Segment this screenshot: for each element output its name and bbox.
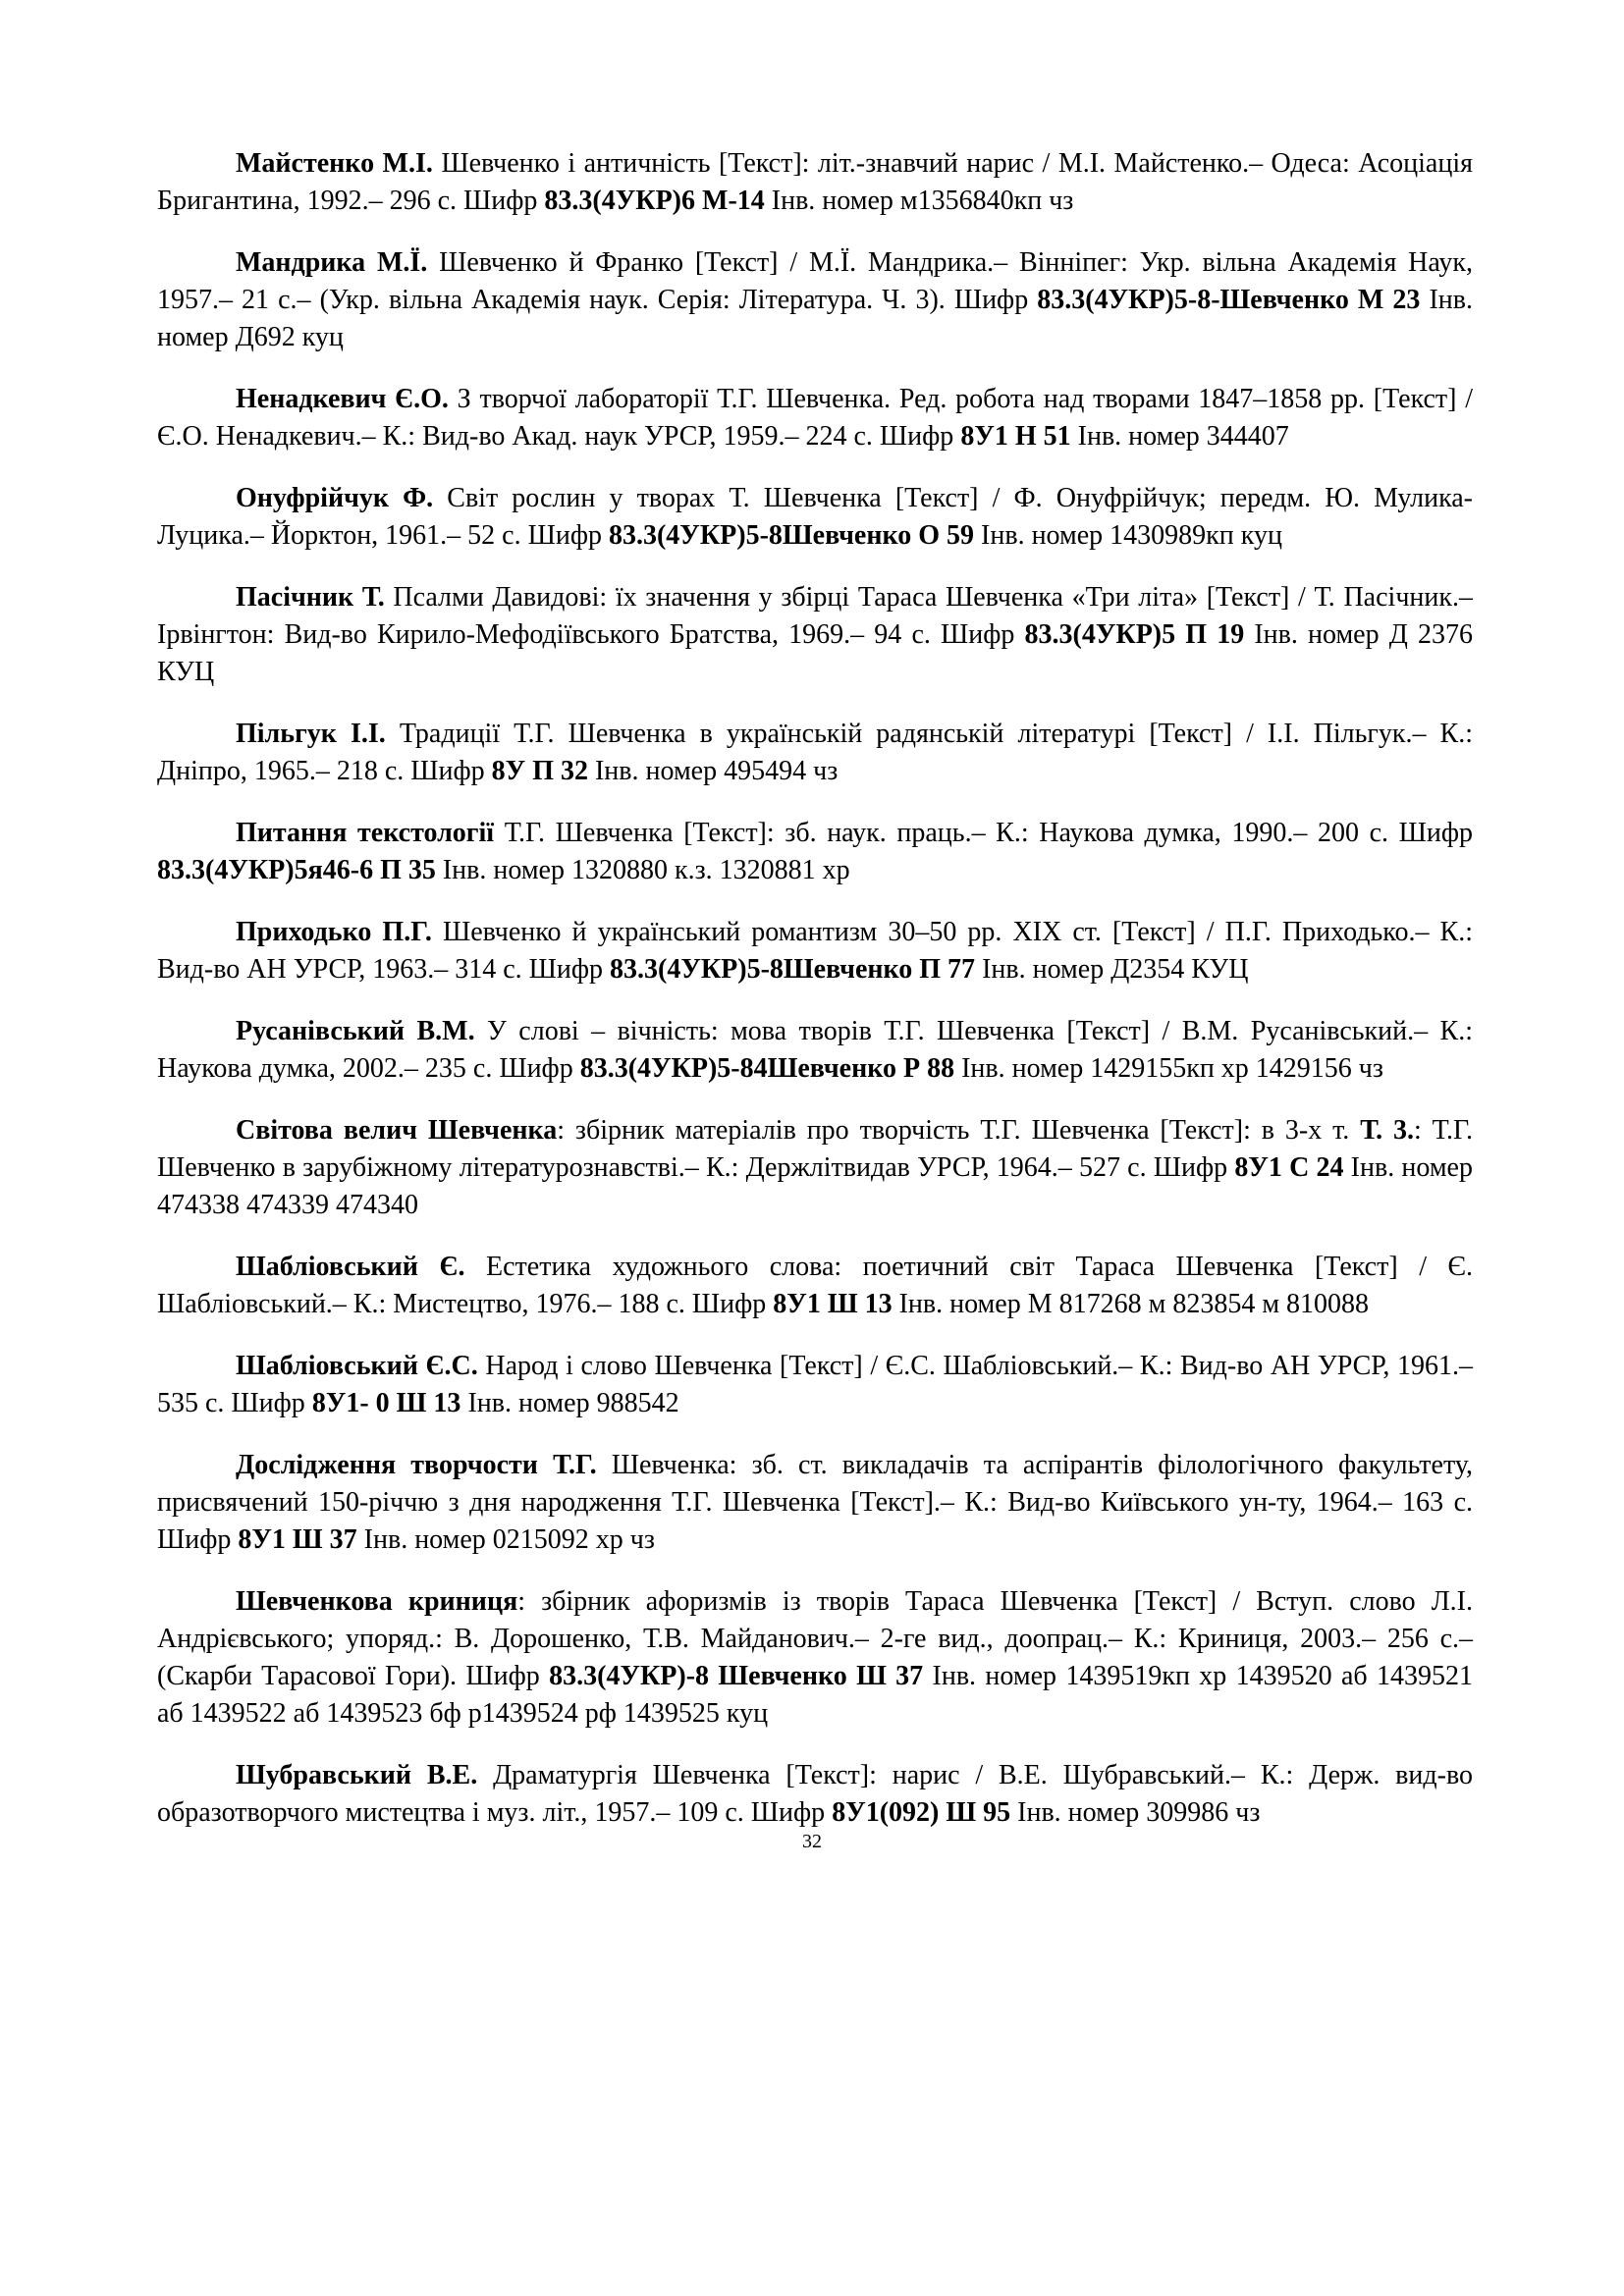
entry-cipher: 83.3(4УКР)5 П 19 [1024,619,1245,650]
entry-text: Шевченка: зб. ст. викладачів та аспірантів філологічного факультету, присвячений 150-річчю з дня народження Т.Г. Шевченка [Текст].– К.: Вид-во Київського ун-ту, 1964.– 163 с. Шифр [157,1450,1474,1555]
entry-cipher: 8У1 Ш 37 [238,1524,357,1555]
entry-author: Шабліовський Є. [236,1252,465,1282]
bibliography-entry [157,716,1473,790]
entry-inventory: Інв. номер М 817268 м 823854 м 810088 [892,1289,1370,1319]
entry-cipher: 83.3(4УКР)6 М-14 [544,186,765,216]
entry-author: Світова велич Шевченка [236,1115,558,1146]
bibliography-entry [157,1112,1473,1224]
entry-author: Питання текстології [236,818,495,848]
entry-inventory: Інв. номер 495494 чз [587,756,839,786]
entry-author: Майстенко М.І. [236,148,433,179]
entry-inventory: Інв. номер 1439519кп хр 1439520 аб 1439521 аб 1439522 аб 1439523 бф р1439524 рф 1439525 куц [157,1661,1473,1729]
entry-cipher: 83.3(4УКР)5-8-Шевченко М 23 [1037,285,1421,315]
entry-inventory: Інв. номер 1320880 к.з. 1320881 хр [435,855,850,885]
entry-inventory: Інв. номер 344407 [1070,421,1289,452]
entry-cipher: 83.3(4УКР)5-84Шевченко Р 88 [579,1053,955,1084]
entry-inventory: Інв. номер м1356840кп чз [764,186,1074,216]
entry-text: : збірник афоризмів із творів Тараса Шевченка [Текст] / Вступ. слово Л.І. Андрієвського; упоряд.: В. Дорошенко, Т.В. Майданович.– 2-ге вид., доопрац.– К.: Криниця, 2003.– 256 с.– (Скарби Тарасової Гори). Шифр [157,1586,1474,1691]
bibliography-entry [157,1348,1473,1422]
entry-inventory: Інв. номер 0215092 хр чз [356,1524,655,1555]
bibliography-entry [157,1583,1473,1733]
entry-text: Шевченко й український романтизм 30–50 рр. XIX ст. [Текст] / П.Г. Приходько.– К.: Вид-во АН УРСР, 1963.– 314 с. Шифр [157,917,1474,985]
entry-inventory: Інв. номер 988542 [460,1388,679,1418]
entry-inventory: Інв. номер Д 2376 КУЦ [157,619,1473,687]
entry-inventory: Інв. номер 474338 474339 474340 [157,1152,1473,1220]
entry-text: З творчої лабораторії Т.Г. Шевченка. Ред. робота над творами 1847–1858 рр. [Текст] / Є.О. Ненадкевич.– К.: Вид-во Акад. наук УРСР, 1959.– 224 с. Шифр [157,384,1474,452]
entry-author: Дослідження творчости Т.Г. [236,1450,597,1480]
bibliography-entry [157,914,1473,988]
entry-volume: Т. 3. [1360,1115,1414,1146]
entry-text: Драматургія Шевченка [Текст]: нарис / В.Е. Шубравський.– К.: Держ. вид-во образотворчого мистецтва і муз. літ., 1957.– 109 с. Шифр [157,1760,1473,1828]
bibliography-entry [157,1447,1473,1559]
entry-cipher: 8У1- 0 Ш 13 [311,1388,461,1418]
entry-text: : збірник матеріалів про творчість Т.Г. Шевченка [Текст]: в 3-х т. [557,1115,1361,1146]
entry-text: Шевченко і античність [Текст]: літ.-знавчий нарис / М.І. Майстенко.– Одеса: Асоціація Бригантина, 1992.– 296 с. Шифр [157,148,1474,216]
entry-author: Русанівський В.М. [236,1016,475,1046]
entry-text: Естетика художнього слова: поетичний світ Тараса Шевченка [Текст] / Є. Шабліовський.– К.: Мистецтво, 1976.– 188 с. Шифр [157,1252,1473,1319]
entry-inventory: Інв. номер Д692 куц [157,285,1474,352]
entry-cipher: 8У1 Ш 13 [773,1289,893,1319]
entry-author: Шабліовський Є.С. [236,1351,478,1381]
entry-cipher: 8У1 Н 51 [960,421,1071,452]
entry-inventory: Інв. номер Д2354 КУЦ [975,954,1249,985]
entry-cipher: 83.3(4УКР)5-8Шевченко П 77 [610,954,976,985]
entry-text: Народ і слово Шевченка [Текст] / Є.С. Шабліовський.– К.: Вид-во АН УРСР, 1961.– 535 с. Шифр [157,1351,1473,1418]
entry-text: : Т.Г. Шевченко в зарубіжному літературознавстві.– К.: Держлітвидав УРСР, 1964.– 527 с. Шифр [157,1115,1473,1183]
entry-text: У слові – вічність: мова творів Т.Г. Шевченка [Текст] / В.М. Русанівський.– К.: Наукова думка, 2002.– 235 с. Шифр [157,1016,1474,1084]
bibliography-entry [157,815,1473,889]
entry-text: Світ рослин у творах Т. Шевченка [Текст] / Ф. Онуфрійчук; передм. Ю. Мулика-Луцика.– Йорктон, 1961.– 52 с. Шифр [157,483,1474,551]
bibliography-entry [157,1757,1473,1832]
entry-cipher: 83.3(4УКР)5я46-6 П 35 [157,855,436,885]
bibliography-entry [157,480,1473,555]
entry-author: Приходько П.Г. [236,917,432,947]
bibliography-entry [157,1013,1473,1088]
entry-text: Т.Г. Шевченка [Текст]: зб. наук. праць.– К.: Наукова думка, 1990.– 200 с. Шифр [494,818,1474,848]
entry-cipher: 8У П 32 [491,756,588,786]
entry-text: Псалми Давидові: їх значення у збірці Тараса Шевченка «Три літа» [Текст] / Т. Пасічник.– Ірвінгтон: Вид-во Кирило-Мефодіївського Братства, 1969.– 94 с. Шифр [157,582,1473,650]
entry-author: Пасічник Т. [236,582,385,613]
bibliography-entry [157,244,1473,356]
entry-cipher: 83.3(4УКР)5-8Шевченко О 59 [608,520,975,551]
entry-inventory: Інв. номер 1430989кп куц [974,520,1282,551]
entry-cipher: 8У1(092) Ш 95 [832,1797,1011,1828]
entry-author: Ненадкевич Є.О. [236,384,449,414]
entry-inventory: Інв. номер 1429155кп хр 1429156 чз [954,1053,1383,1084]
bibliography-entry [157,381,1473,455]
bibliography-list [157,145,1473,1856]
entry-author: Шубравський В.Е. [236,1760,478,1790]
entry-author: Онуфрійчук Ф. [236,483,434,513]
entry-author: Мандрика М.Ї. [236,247,428,278]
bibliography-entry [157,145,1473,220]
entry-cipher: 8У1 С 24 [1234,1152,1344,1183]
entry-text: Традиції Т.Г. Шевченка в українській радянській літературі [Текст] / І.І. Пільгук.– К.: Дніпро, 1965.– 218 с. Шифр [157,719,1474,786]
bibliography-entry [157,1249,1473,1323]
entry-cipher: 83.3(4УКР)-8 Шевченко Ш 37 [549,1661,924,1691]
page-number: 32 [802,1831,822,1852]
entry-inventory: Інв. номер 309986 чз [1010,1797,1261,1828]
bibliography-entry [157,579,1473,691]
entry-text: Шевченко й Франко [Текст] / М.Ї. Мандрика.– Вінніпег: Укр. вільна Академія Наук, 1957.– 21 с.– (Укр. вільна Академія наук. Серія: Література. Ч. 3). Шифр [157,247,1473,315]
entry-author: Шевченкова криниця [236,1586,518,1617]
entry-author: Пільгук І.І. [236,719,386,749]
